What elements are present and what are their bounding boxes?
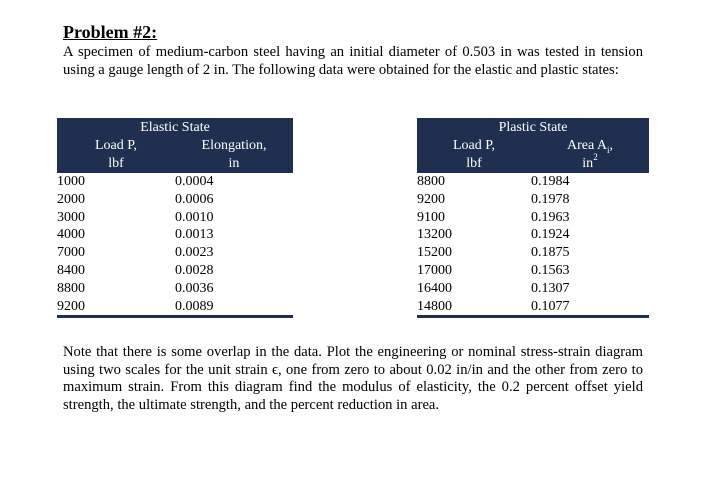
- plastic-row: [417, 173, 649, 191]
- plastic-load-unit: lbf: [466, 156, 482, 172]
- elastic-load-cell: 8800: [57, 280, 85, 296]
- plastic-row: [417, 191, 649, 209]
- elastic-load-cell: 9200: [57, 298, 85, 314]
- problem-title: Problem #2:: [63, 22, 158, 42]
- elastic-load-header: Load P,: [95, 138, 137, 154]
- plastic-load-cell: 9200: [417, 191, 445, 207]
- elastic-load-cell: 1000: [57, 174, 85, 189]
- plastic-area-cell: 0.1984: [531, 174, 570, 189]
- elastic-load-unit: lbf: [108, 156, 124, 172]
- plastic-load-cell: 13200: [417, 227, 452, 243]
- plastic-row: [417, 209, 649, 227]
- elastic-load-cell: 3000: [57, 209, 85, 225]
- elastic-table-body: [57, 173, 293, 317]
- elastic-row: [57, 298, 293, 317]
- problem-intro: A specimen of medium-carbon steel having an initial diameter of 0.503 in was tested in tension using a gauge length of 2 in. The following data were obtained for the elastic and plastic states:: [63, 44, 643, 78]
- elastic-elongation-cell: 0.0023: [175, 245, 214, 261]
- elastic-elongation-unit: in: [228, 156, 240, 172]
- elastic-elongation-cell: 0.0089: [175, 298, 214, 314]
- elastic-elongation-cell: 0.0028: [175, 262, 214, 278]
- elastic-state-table: [57, 118, 293, 318]
- plastic-row: [417, 226, 649, 244]
- elastic-row: [57, 262, 293, 280]
- elastic-elongation-header: Elongation,: [201, 138, 267, 154]
- plastic-load-header: Load P,: [453, 138, 495, 154]
- plastic-state-table: [417, 118, 649, 318]
- plastic-load-cell: 16400: [417, 280, 452, 296]
- elastic-row: [57, 280, 293, 298]
- plastic-area-cell: 0.1875: [531, 245, 570, 261]
- plastic-table-body: [417, 173, 649, 317]
- problem-note: Note that there is some overlap in the data. Plot the engineering or nominal stress-strain diagram using two scales for the unit strain ϵ, one from zero to about 0.02 in/in and the other from zero to maximum strain. From this diagram find the modulus of elasticity, the 0.2 percent offset yield strength, the ultimate strength, and the percent reduction in area.: [63, 344, 643, 413]
- plastic-state-title: Plastic State: [498, 119, 568, 135]
- elastic-load-cell: 4000: [57, 227, 85, 243]
- plastic-load-cell: 14800: [417, 298, 452, 314]
- plastic-load-cell: 8800: [417, 174, 445, 189]
- plastic-row: [417, 244, 649, 262]
- plastic-load-cell: 9100: [417, 209, 445, 225]
- plastic-area-unit-exponent: 2: [593, 152, 598, 163]
- plastic-area-cell: 0.1978: [531, 191, 570, 207]
- plastic-area-cell: 0.1077: [531, 298, 570, 314]
- plastic-load-cell: 17000: [417, 262, 452, 278]
- plastic-area-cell: 0.1963: [531, 209, 570, 225]
- elastic-state-title: Elastic State: [140, 119, 210, 135]
- elastic-elongation-cell: 0.0010: [175, 209, 214, 225]
- plastic-area-comma: ,: [609, 138, 614, 154]
- plastic-row: [417, 262, 649, 280]
- elastic-load-cell: 2000: [57, 191, 85, 207]
- elastic-load-cell: 7000: [57, 245, 85, 261]
- plastic-area-cell: 0.1307: [531, 280, 570, 296]
- elastic-row: [57, 191, 293, 209]
- elastic-elongation-cell: 0.0004: [175, 174, 214, 189]
- plastic-area-header: [531, 137, 649, 155]
- plastic-area-unit: [531, 152, 649, 173]
- plastic-area-unit-base: in: [582, 156, 594, 172]
- elastic-row: [57, 226, 293, 244]
- plastic-area-cell: 0.1563: [531, 262, 570, 278]
- elastic-elongation-cell: 0.0006: [175, 191, 214, 207]
- plastic-area-subscript: i: [607, 144, 610, 155]
- elastic-row: [57, 173, 293, 191]
- elastic-elongation-cell: 0.0013: [175, 227, 214, 243]
- elastic-load-cell: 8400: [57, 262, 85, 278]
- plastic-row: [417, 280, 649, 298]
- plastic-load-cell: 15200: [417, 245, 452, 261]
- plastic-row: [417, 298, 649, 317]
- plastic-area-cell: 0.1924: [531, 227, 570, 243]
- plastic-area-label: Area A: [566, 138, 608, 154]
- elastic-row: [57, 244, 293, 262]
- elastic-row: [57, 209, 293, 227]
- elastic-elongation-cell: 0.0036: [175, 280, 214, 296]
